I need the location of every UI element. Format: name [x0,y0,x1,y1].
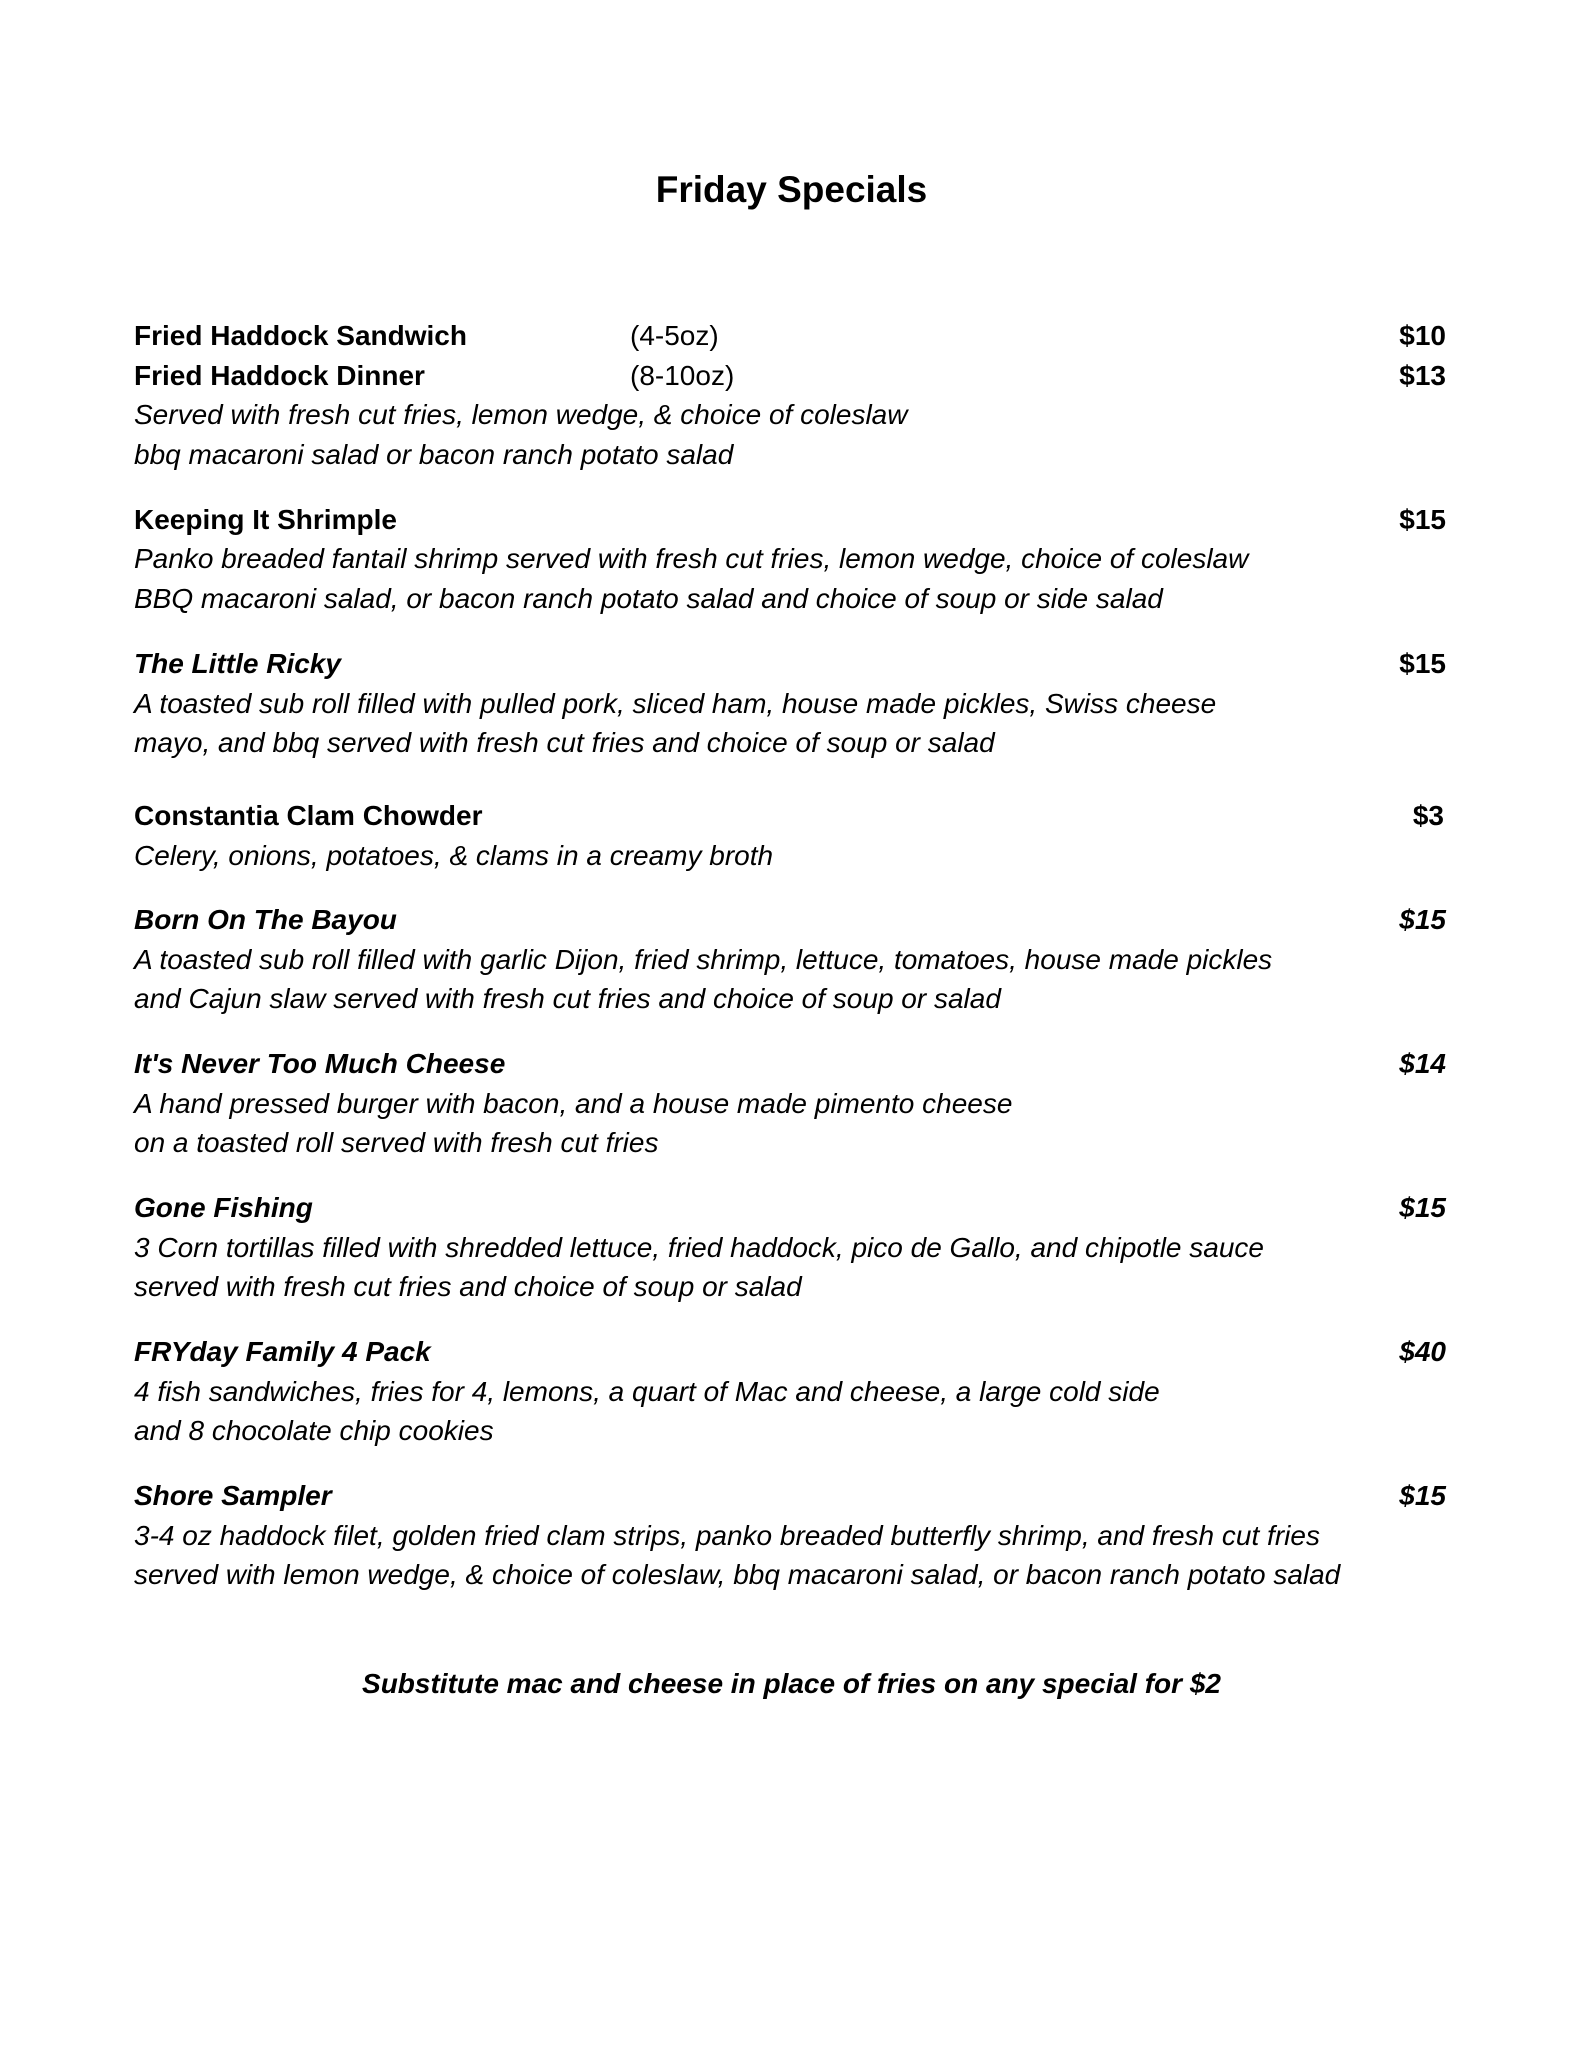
item-description: bbq macaroni salad or bacon ranch potato salad [134,439,734,470]
item-name: Fried Haddock Dinner [134,360,425,391]
item-name: Gone Fishing [134,1192,313,1223]
item-price: $15 [1399,904,1446,935]
item-description: A hand pressed burger with bacon, and a house made pimento cheese [134,1088,1013,1119]
item-price: $10 [1399,320,1446,351]
item-description: 3-4 oz haddock filet, golden fried clam strips, panko breaded butterfly shrimp, and fresh cut fries [134,1520,1320,1551]
item-name: It's Never Too Much Cheese [134,1048,506,1079]
item-description: served with lemon wedge, & choice of coleslaw, bbq macaroni salad, or bacon ranch potato salad [134,1559,1341,1590]
item-price: $14 [1399,1048,1446,1079]
item-price: $13 [1399,360,1446,391]
item-name: FRYday Family 4 Pack [134,1336,431,1367]
item-price: $40 [1399,1336,1446,1367]
menu-item-header [134,900,1446,940]
menu-item-header [134,500,1446,540]
menu-item-header [134,1044,1446,1084]
menu-item-header [134,1332,1446,1372]
menu-item-header [134,316,1446,356]
item-name: Keeping It Shrimple [134,504,397,535]
item-description: 3 Corn tortillas filled with shredded lettuce, fried haddock, pico de Gallo, and chipotle sauce [134,1232,1264,1263]
substitution-note: Substitute mac and cheese in place of fries on any special for $2 [362,1668,1221,1699]
item-name: Shore Sampler [134,1480,332,1511]
item-description: A toasted sub roll filled with garlic Dijon, fried shrimp, lettuce, tomatoes, house made pickles [134,944,1273,975]
item-portion: (4-5oz) [630,320,719,351]
item-description: and 8 chocolate chip cookies [134,1415,494,1446]
item-description: on a toasted roll served with fresh cut fries [134,1127,659,1158]
item-price: $15 [1399,1480,1446,1511]
item-description: mayo, and bbq served with fresh cut fries and choice of soup or salad [134,727,995,758]
item-description: 4 fish sandwiches, fries for 4, lemons, a quart of Mac and cheese, a large cold side [134,1376,1160,1407]
menu-item-header [134,796,1446,836]
menu-item-header [134,1476,1446,1516]
item-portion: (8-10oz) [630,360,735,391]
menu-item-header [134,644,1446,684]
item-price: $3 [1412,800,1444,831]
item-description: Panko breaded fantail shrimp served with fresh cut fries, lemon wedge, choice of coleslaw [134,543,1249,574]
menu-item-header [134,356,1446,396]
item-description: and Cajun slaw served with fresh cut fries and choice of soup or salad [134,983,1001,1014]
item-description: Celery, onions, potatoes, & clams in a creamy broth [134,840,774,871]
item-price: $15 [1399,648,1446,679]
item-description: BBQ macaroni salad, or bacon ranch potato salad and choice of soup or side salad [134,583,1163,614]
item-name: The Little Ricky [134,648,341,679]
item-description: Served with fresh cut fries, lemon wedge, & choice of coleslaw [134,399,908,430]
item-name: Born On The Bayou [134,904,397,935]
item-price: $15 [1399,1192,1446,1223]
item-name: Fried Haddock Sandwich [134,320,467,351]
page-title: Friday Specials [655,169,928,210]
item-price: $15 [1399,504,1446,535]
item-description: served with fresh cut fries and choice of soup or salad [134,1271,802,1302]
item-name: Constantia Clam Chowder [134,800,483,831]
menu-item-header [134,1188,1446,1228]
item-description: A toasted sub roll filled with pulled pork, sliced ham, house made pickles, Swiss cheese [134,688,1217,719]
